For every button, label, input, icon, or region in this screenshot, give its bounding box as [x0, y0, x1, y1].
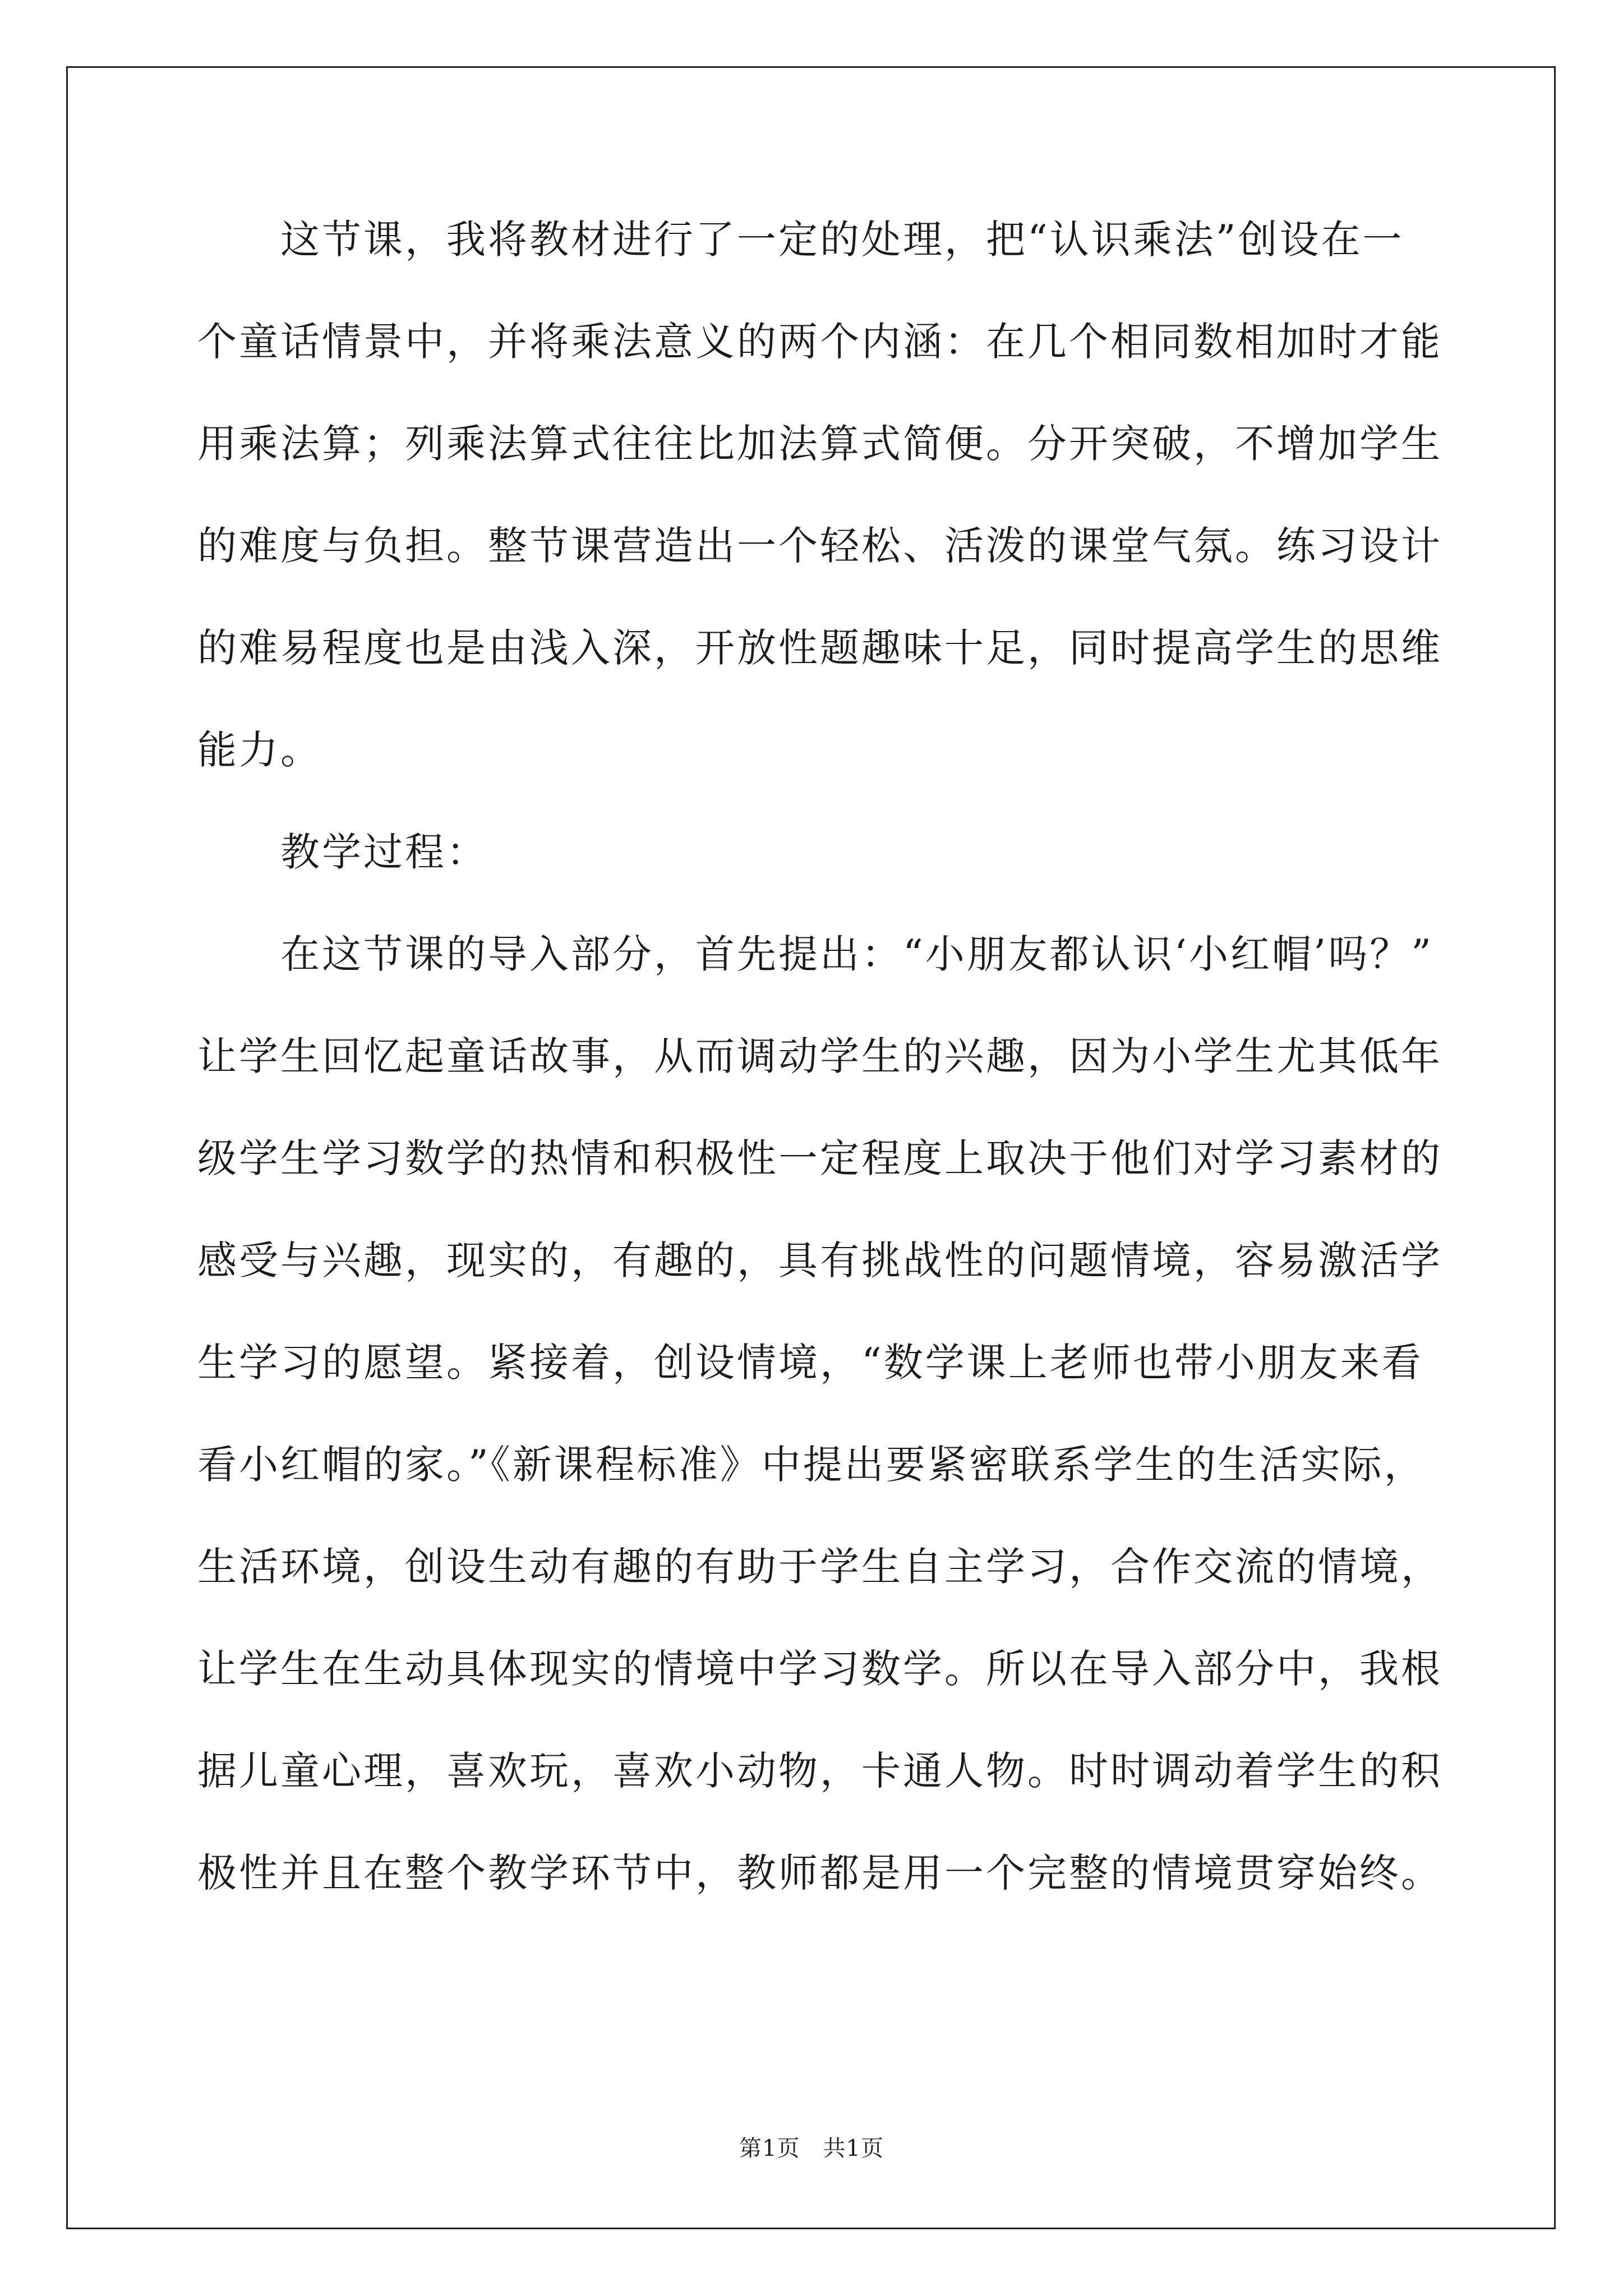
page-footer: 第1页 共1页 — [739, 2136, 884, 2161]
paragraph-2-line-2: 让学生回忆起童话故事，从而调动学生的兴趣，因为小学生尤其低年 — [197, 1033, 1442, 1079]
paragraph-1-line-6: 能力。 — [197, 727, 322, 773]
paragraph-1-line-5: 的难易程度也是由浅入深，开放性题趣味十足，同时提高学生的思维 — [197, 625, 1442, 671]
paragraph-1-line-1: 这节课，我将教材进行了一定的处理，把“认识乘法”创设在一 — [280, 217, 1404, 263]
paragraph-2-line-5: 生学习的愿望。紧接着，创设情境，“数学课上老师也带小朋友来看 — [197, 1340, 1423, 1386]
paragraph-2-line-3: 级学生学习数学的热情和积极性一定程度上取决于他们对学习素材的 — [197, 1135, 1442, 1181]
paragraph-2-line-1: 在这节课的导入部分，首先提出：“小朋友都认识‘小红帽’吗？” — [280, 931, 1434, 977]
paragraph-2-line-10: 极性并且在整个教学环节中，教师都是用一个完整的情境贯穿始终。 — [197, 1850, 1442, 1896]
paragraph-2-line-7: 生活环境，创设生动有趣的有助于学生自主学习，合作交流的情境， — [197, 1544, 1442, 1590]
paragraph-2-line-6: 看小红帽的家。”《新课程标准》中提出要紧密联系学生的生活实际， — [197, 1442, 1426, 1488]
paragraph-1-line-3: 用乘法算；列乘法算式往往比加法算式简便。分开突破，不增加学生 — [197, 421, 1442, 467]
paragraph-1-line-2: 个童话情景中，并将乘法意义的两个内涵：在几个相同数相加时才能 — [197, 319, 1442, 365]
paragraph-2-line-9: 据儿童心理，喜欢玩，喜欢小动物，卡通人物。时时调动着学生的积 — [197, 1748, 1442, 1794]
section-heading: 教学过程： — [280, 829, 488, 875]
paragraph-2-line-4: 感受与兴趣，现实的，有趣的，具有挑战性的问题情境，容易激活学 — [197, 1237, 1442, 1283]
paragraph-1-line-4: 的难度与负担。整节课营造出一个轻松、活泼的课堂气氛。练习设计 — [197, 523, 1442, 569]
paragraph-2-line-8: 让学生在生动具体现实的情境中学习数学。所以在导入部分中，我根 — [197, 1646, 1442, 1692]
